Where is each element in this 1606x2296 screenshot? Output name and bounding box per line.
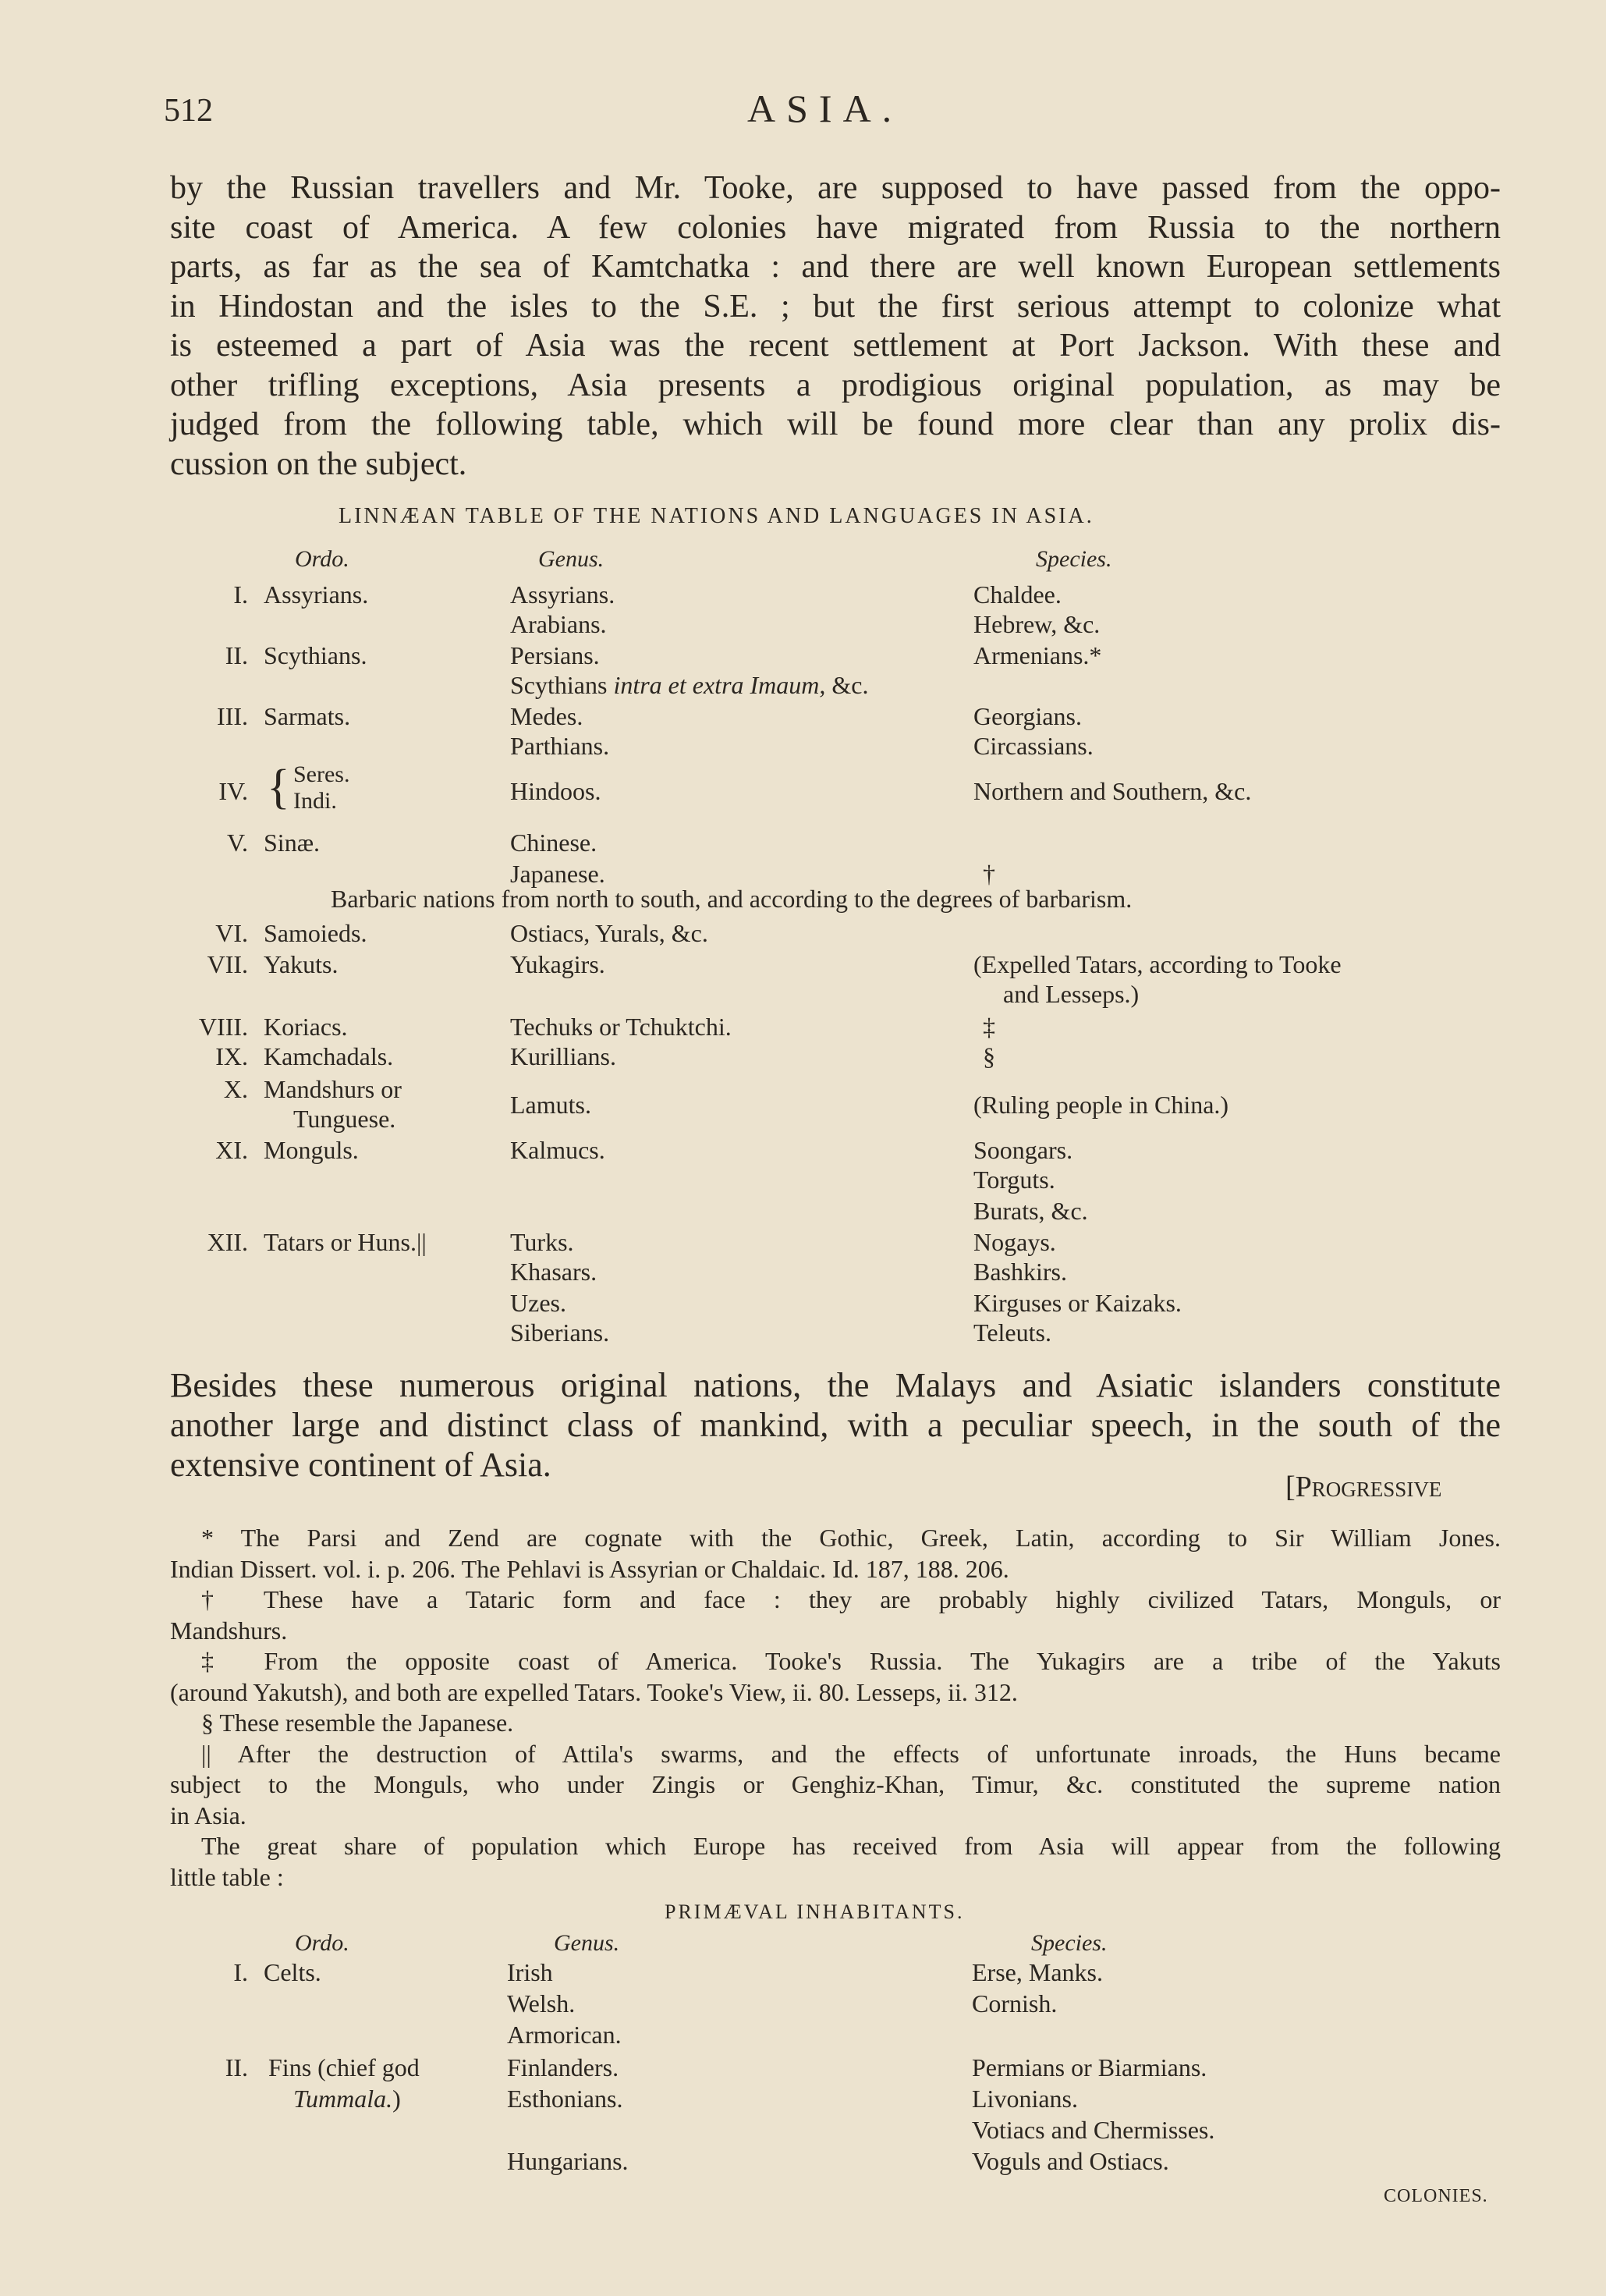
row-number: IX. [215, 1042, 248, 1070]
text-line: cussion on the subject. [170, 445, 467, 482]
genus-cell: Japanese. [510, 860, 605, 888]
species-cell: Soongars. [973, 1136, 1073, 1164]
row-number: XI. [215, 1136, 248, 1164]
species-cell: Hebrew, &c. [973, 610, 1101, 638]
genus-cell: Esthonians. [507, 2085, 623, 2113]
table-caption: LINNÆAN TABLE OF THE NATIONS AND LANGUAGES IN ASIA. [339, 504, 1094, 528]
ordo-cell: Scythians. [264, 641, 367, 669]
row-number: I. [233, 1958, 248, 1986]
species-cell: (Ruling people in China.) [973, 1091, 1229, 1119]
text-line: little table : [170, 1862, 284, 1891]
footnote-line: † These have a Tataric form and face : they are probably highly civilized Tatars, Monguls, or [201, 1585, 1501, 1613]
species-cell: Chaldee. [973, 580, 1062, 609]
footnote-line: || After the destruction of Attila's swarms, and the effects of unfortunate inroads, the Huns became [201, 1739, 1501, 1768]
genus-cell: Techuks or Tchuktchi. [510, 1013, 732, 1041]
text-line: in Hindostan and the isles to the S.E. ; but the first serious attempt to colonize what [170, 288, 1501, 325]
species-cell: † [983, 860, 995, 888]
ordo-cell [293, 2085, 401, 2113]
genus-cell: Irish [507, 1958, 553, 1986]
species-cell: Georgians. [973, 702, 1082, 730]
text-line: extensive continent of Asia. [170, 1446, 551, 1484]
species-cell: Nogays. [973, 1228, 1056, 1256]
column-header-ordo: Ordo. [295, 546, 349, 572]
row-number: I. [233, 580, 248, 609]
row-number: VIII. [198, 1013, 248, 1041]
genus-cell: Medes. [510, 702, 583, 730]
species-cell: Teleuts. [973, 1318, 1051, 1347]
catchword: [Progressive [1285, 1471, 1442, 1503]
text-line: Besides these numerous original nations, the Malays and Asiatic islanders constitute [170, 1366, 1501, 1404]
row-number: II. [225, 2053, 248, 2081]
footnote-line: * The Parsi and Zend are cognate with the Gothic, Greek, Latin, according to Sir William Jones. [201, 1524, 1501, 1552]
species-cell: Kirguses or Kaizaks. [973, 1289, 1182, 1317]
column-header-genus: Genus. [538, 546, 604, 572]
genus-cell: Persians. [510, 641, 600, 669]
genus-cell: Parthians. [510, 732, 610, 760]
body-paragraph [170, 1365, 1501, 1485]
text-line: other trifling exceptions, Asia presents a prodigious original population, as may be [170, 367, 1501, 403]
genus-cell: Hindoos. [510, 777, 601, 805]
genus-cell: Lamuts. [510, 1091, 591, 1119]
footnote-line: Indian Dissert. vol. i. p. 206. The Pehlavi is Assyrian or Chaldaic. Id. 187, 188. 206. [170, 1554, 1009, 1583]
row-number: II. [225, 641, 248, 669]
intro-paragraph [170, 169, 1501, 484]
footnote-line: ‡ From the opposite coast of America. Tooke's Russia. The Yukagirs are a tribe of the Yakuts [201, 1647, 1501, 1675]
species-cell: Cornish. [972, 1989, 1058, 2017]
footnote-line: in Asia. [170, 1801, 246, 1829]
ordo-cell: Sarmats. [264, 702, 351, 730]
table-caption: PRIMÆVAL INHABITANTS. [665, 1900, 965, 1923]
footnote-line: (around Yakutsh), and both are expelled Tatars. Tooke's View, ii. 80. Lesseps, ii. 312. [170, 1677, 1018, 1706]
genus-cell [510, 671, 868, 700]
ordo-cell: Tunguese. [293, 1105, 396, 1133]
column-header-species: Species. [1031, 1930, 1108, 1956]
genus-cell: Chinese. [510, 829, 597, 857]
genus-cell: Khasars. [510, 1258, 597, 1286]
row-number: IV. [218, 777, 248, 805]
row-number: X. [223, 1075, 248, 1103]
genus-cell: Ostiacs, Yurals, &c. [510, 919, 708, 947]
row-number: XII. [207, 1228, 248, 1256]
footer-catchword: COLONIES. [1384, 2186, 1488, 2206]
genus-cell: Uzes. [510, 1289, 566, 1317]
ordo-cell: Samoieds. [264, 919, 367, 947]
species-cell: and Lesseps.) [1003, 980, 1140, 1008]
genus-cell: Kurillians. [510, 1042, 616, 1070]
table-subheading: Barbaric nations from north to south, and according to the degrees of barbarism. [331, 885, 1133, 913]
genus-cell: Kalmucs. [510, 1136, 605, 1164]
species-cell: Bashkirs. [973, 1258, 1067, 1286]
genus-cell: Siberians. [510, 1318, 610, 1347]
text-line: parts, as far as the sea of Kamtchatka : and there are well known European settlements [170, 249, 1501, 285]
ordo-cell: Seres. [293, 761, 350, 787]
text-line: another large and distinct class of mankind, with a peculiar speech, in the south of the [170, 1406, 1501, 1444]
ordo-cell: Kamchadals. [264, 1042, 394, 1070]
text-line: by the Russian travellers and Mr. Tooke, are supposed to have passed from the oppo- [170, 170, 1501, 206]
ordo-stack [293, 761, 349, 814]
species-cell: Permians or Biarmians. [972, 2053, 1207, 2081]
footnote-line: subject to the Monguls, who under Zingis or Genghiz-Khan, Timur, &c. constituted the supreme nation [170, 1770, 1501, 1798]
text-line: judged from the following table, which will be found more clear than any prolix dis- [170, 406, 1501, 442]
genus-cell: Hungarians. [507, 2147, 629, 2175]
text-line: site coast of America. A few colonies have migrated from Russia to the northern [170, 209, 1501, 246]
ordo-cell: Assyrians. [264, 580, 369, 609]
species-cell: Circassians. [973, 732, 1094, 760]
column-header-species: Species. [1036, 546, 1112, 572]
ordo-italic-text: Tummala. [293, 2085, 393, 2113]
ordo-cell: Sinæ. [264, 829, 321, 857]
footnote-line: § These resemble the Japanese. [201, 1709, 514, 1737]
species-cell: Voguls and Ostiacs. [972, 2147, 1169, 2175]
genus-cell: Armorican. [507, 2021, 622, 2049]
genus-cell: Turks. [510, 1228, 574, 1256]
species-cell: Northern and Southern, &c. [973, 777, 1252, 805]
species-cell: Votiacs and Chermisses. [972, 2116, 1215, 2144]
genus-cell: Arabians. [510, 610, 607, 638]
footnotes [170, 1523, 1501, 1893]
species-cell: Erse, Manks. [972, 1958, 1103, 1986]
text-line: is esteemed a part of Asia was the recent settlement at Port Jackson. With these and [170, 328, 1501, 364]
page-number: 512 [164, 93, 213, 129]
ordo-cell: Tatars or Huns.|| [264, 1228, 427, 1256]
genus-cell: Finlanders. [507, 2053, 619, 2081]
column-header-ordo: Ordo. [295, 1930, 349, 1956]
species-cell: Livonians. [972, 2085, 1078, 2113]
ordo-cell: Koriacs. [264, 1013, 348, 1041]
ordo-tail-text: ) [392, 2085, 401, 2113]
running-head: ASIA. [747, 87, 903, 130]
row-number: V. [227, 829, 248, 857]
ordo-cell: Yakuts. [264, 950, 339, 978]
brace-glyph: { [267, 761, 290, 814]
genus-text: Scythians [510, 671, 614, 699]
ordo-cell: Indi. [293, 788, 337, 814]
row-number: III. [217, 702, 248, 730]
species-cell: (Expelled Tatars, according to Tooke [973, 950, 1342, 978]
species-cell: ‡ [983, 1013, 995, 1041]
footnote-line: Mandshurs. [170, 1616, 288, 1645]
text-line: The great share of population which Europe has received from Asia will appear from the following [201, 1832, 1501, 1860]
species-cell: Armenians.* [973, 641, 1102, 669]
row-number: VII. [207, 950, 248, 978]
species-cell: Burats, &c. [973, 1197, 1088, 1225]
species-cell: § [983, 1042, 995, 1070]
species-cell: Torguts. [973, 1166, 1055, 1194]
genus-cell: Yukagirs. [510, 950, 605, 978]
ordo-cell: Fins (chief god [268, 2053, 420, 2081]
column-header-genus: Genus. [554, 1930, 620, 1956]
ordo-cell: Celts. [264, 1958, 321, 1986]
ordo-cell: Mandshurs or [264, 1075, 402, 1103]
row-number: VI. [215, 919, 248, 947]
genus-tail-text: &c. [825, 671, 869, 699]
genus-cell: Welsh. [507, 1989, 576, 2017]
genus-italic-text: intra et extra Imaum, [613, 671, 826, 699]
genus-cell: Assyrians. [510, 580, 615, 609]
ordo-cell: Monguls. [264, 1136, 359, 1164]
